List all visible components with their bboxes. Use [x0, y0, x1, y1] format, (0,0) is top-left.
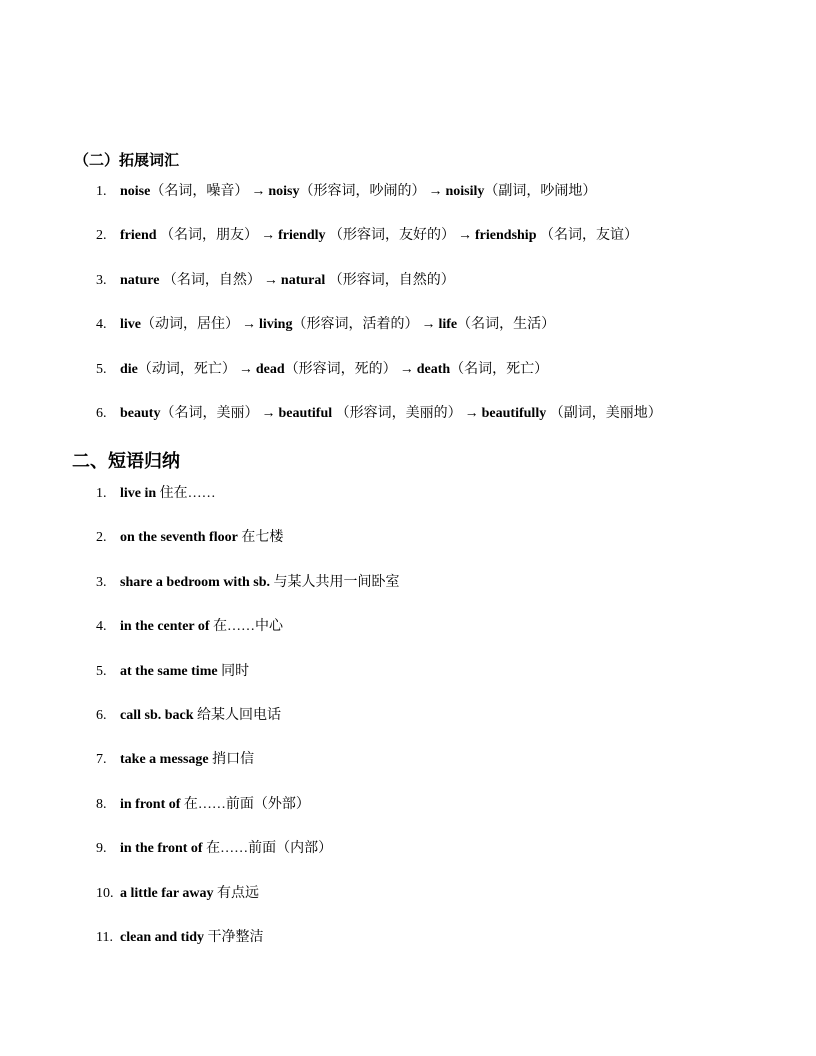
word-gloss: （动词，死亡）	[137, 361, 236, 377]
item-number: 6.	[96, 405, 107, 421]
phrase-en: on the seventh floor	[120, 530, 238, 546]
word-gloss: （形容词，活着的）	[292, 317, 419, 333]
word-en: death	[416, 361, 451, 377]
phrase-en: in the front of	[120, 841, 203, 857]
arrow-right-icon: →	[428, 184, 443, 199]
phrase-en: at the same time	[120, 663, 218, 679]
phrase-gloss: 在七楼	[237, 530, 284, 546]
phrase-en: live in	[120, 486, 157, 501]
section-title: 二、短语归纳	[72, 451, 180, 471]
list-item	[0, 226, 816, 270]
arrow-right-icon: →	[242, 317, 256, 333]
phrase-gloss: 住在……	[156, 486, 216, 501]
item-number: 2.	[96, 228, 107, 244]
item-number: 1.	[96, 184, 107, 199]
list-item	[0, 315, 816, 359]
item-text	[120, 706, 281, 726]
phrase-gloss: 有点远	[213, 885, 259, 901]
item-text	[120, 315, 555, 335]
word-en: beautiful	[278, 405, 333, 421]
list-item	[0, 484, 816, 528]
item-number: 5.	[96, 361, 107, 377]
item-text	[120, 404, 662, 424]
item-number: 6.	[96, 707, 107, 723]
list-item	[0, 706, 816, 750]
word-gloss: （名词，自然）	[159, 272, 261, 288]
item-text	[120, 573, 400, 593]
word-gloss: （动词，居住）	[141, 317, 239, 333]
item-number: 9.	[96, 841, 107, 857]
arrow-right-icon: →	[458, 228, 473, 244]
list-item	[0, 839, 816, 883]
list-item	[0, 573, 816, 617]
word-gloss: （形容词，死的）	[284, 361, 397, 377]
word-gloss: （名词，噪音）	[150, 184, 249, 199]
item-text	[120, 271, 455, 291]
word-en: natural	[280, 272, 326, 288]
word-en: friend	[120, 228, 157, 244]
item-number: 3.	[96, 272, 107, 288]
phrase-gloss: 给某人回电话	[193, 707, 282, 723]
item-number: 2.	[96, 530, 107, 546]
item-number: 7.	[96, 752, 107, 768]
list-item	[0, 404, 816, 448]
phrase-en: call sb. back	[120, 707, 194, 723]
word-en: die	[120, 361, 138, 377]
word-gloss: （名词，美丽）	[160, 405, 259, 421]
arrow-right-icon: →	[238, 361, 253, 377]
word-en: beautifully	[481, 405, 547, 421]
phrase-en: in front of	[120, 796, 181, 812]
arrow-right-icon: →	[263, 272, 278, 288]
item-text	[120, 484, 216, 504]
list-item	[0, 528, 816, 572]
item-text	[120, 662, 249, 682]
word-gloss: （形容词，美丽的）	[332, 405, 462, 421]
item-number: 10.	[96, 885, 114, 901]
item-number: 3.	[96, 574, 107, 590]
arrow-right-icon: →	[251, 184, 266, 199]
phrase-gloss: 与某人共用一间卧室	[270, 574, 400, 590]
word-en: friendly	[278, 228, 326, 244]
item-number: 8.	[96, 796, 107, 812]
phrase-gloss: 在……前面（内部）	[202, 841, 333, 857]
item-text	[120, 928, 264, 948]
word-gloss: （名词，死亡）	[450, 361, 549, 377]
word-en: dead	[255, 361, 285, 377]
word-gloss: （副词，吵闹地）	[484, 184, 597, 199]
word-en: noisy	[268, 184, 300, 199]
list-item	[0, 271, 816, 315]
phrase-gloss: 同时	[217, 663, 250, 679]
phrase-gloss: 在……前面（外部）	[180, 796, 310, 812]
word-gloss: （名词，生活）	[457, 317, 556, 333]
item-text	[120, 839, 332, 859]
item-text	[120, 182, 596, 202]
word-en: life	[438, 317, 458, 333]
vocabulary-list	[0, 182, 816, 448]
item-number: 11.	[96, 929, 113, 945]
item-text	[120, 750, 254, 770]
word-en: noise	[120, 184, 151, 199]
word-gloss: （形容词，友好的）	[325, 228, 456, 244]
list-item	[0, 662, 816, 706]
phrase-en: a little far away	[120, 885, 214, 901]
phrase-en: in the center of	[120, 619, 210, 635]
list-item	[0, 617, 816, 661]
item-number: 5.	[96, 663, 107, 679]
word-gloss: （形容词，自然的）	[325, 272, 455, 288]
phrase-gloss: 干净整洁	[204, 929, 264, 945]
item-text	[120, 795, 310, 815]
phrase-en: share a bedroom with sb.	[120, 574, 271, 590]
list-item	[0, 750, 816, 794]
list-item	[0, 795, 816, 839]
word-en: noisily	[445, 184, 485, 199]
arrow-right-icon: →	[261, 405, 276, 421]
word-en: beauty	[120, 405, 161, 421]
arrow-right-icon: →	[464, 405, 479, 421]
arrow-right-icon: →	[421, 317, 436, 333]
phrase-list	[0, 484, 816, 972]
word-en: living	[259, 317, 293, 333]
list-item	[0, 182, 816, 226]
item-text	[120, 617, 283, 637]
word-en: friendship	[475, 228, 537, 244]
item-text	[120, 884, 259, 904]
word-en: live	[120, 317, 141, 333]
list-item	[0, 884, 816, 928]
word-gloss: （副词，美丽地）	[546, 405, 662, 421]
list-item	[0, 360, 816, 404]
arrow-right-icon: →	[399, 361, 414, 377]
list-item	[0, 928, 816, 972]
item-number: 1.	[96, 486, 107, 501]
phrase-en: clean and tidy	[120, 929, 205, 945]
item-text	[120, 360, 548, 380]
item-number: 4.	[96, 619, 107, 635]
word-gloss: （形容词，吵闹的）	[299, 184, 426, 199]
word-en: nature	[120, 272, 160, 288]
arrow-right-icon: →	[261, 228, 276, 244]
phrase-gloss: 在……中心	[209, 619, 284, 635]
phrase-gloss: 捎口信	[208, 752, 255, 768]
phrase-en: take a message	[120, 752, 209, 768]
subsection-title: （二）拓展词汇	[74, 153, 180, 169]
item-text	[120, 226, 638, 246]
word-gloss: （名词，友谊）	[536, 228, 638, 244]
word-gloss: （名词，朋友）	[156, 228, 259, 244]
item-text	[120, 528, 283, 548]
item-number: 4.	[96, 317, 107, 333]
